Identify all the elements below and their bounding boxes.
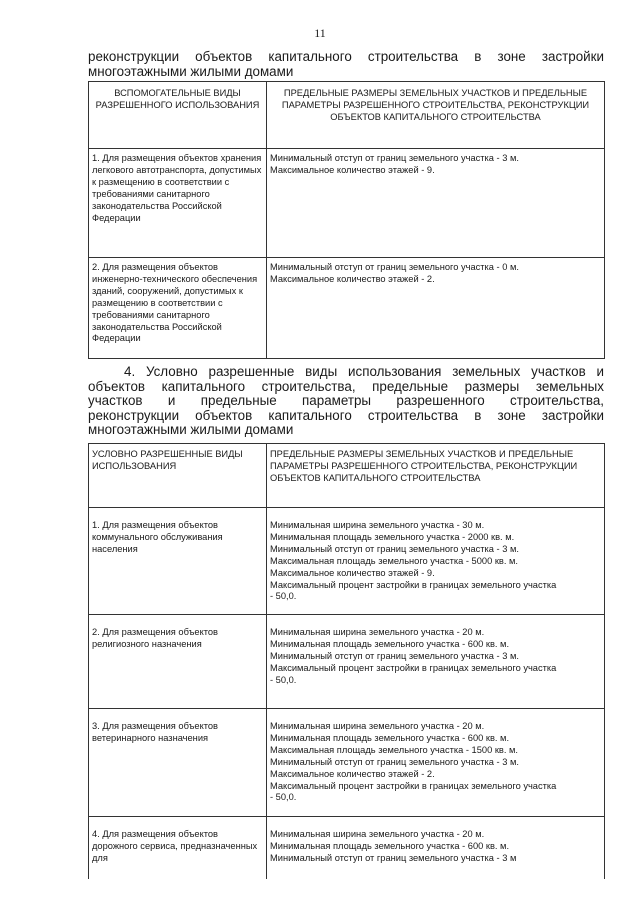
param-line: Минимальная площадь земельного участка - 600 кв. м. (270, 732, 510, 743)
heading-line: 4. Условно разрешенные виды использования земельных участков и (124, 364, 604, 379)
use-text: 1. Для размещения объектов коммунального обслуживания населения (92, 520, 223, 554)
param-line: Минимальная ширина земельного участка - 20 м. (270, 829, 485, 839)
column-header-uses: ВСПОМОГАТЕЛЬНЫЕ ВИДЫ РАЗРЕШЕННОГО ИСПОЛЬЗОВАНИЯ (89, 82, 267, 149)
heading-line: реконструкции объектов капитального строительства в зоне застройки (88, 407, 604, 423)
table-row (89, 817, 605, 880)
use-text: 2. Для размещения объектов религиозного назначения (92, 627, 218, 649)
use-cell (89, 709, 267, 817)
params-cell (267, 508, 605, 615)
column-header-parameters: ПРЕДЕЛЬНЫЕ РАЗМЕРЫ ЗЕМЕЛЬНЫХ УЧАСТКОВ И ПРЕДЕЛЬНЫЕ ПАРАМЕТРЫ РАЗРЕШЕННОГО СТРОИТЕЛЬСТВА, РЕКОНСТРУКЦИИ ОБЪЕКТОВ КАПИТАЛЬНОГО СТРОИТЕЛЬСТВА (267, 82, 605, 149)
param-line: Максимальное количество этажей - 9. (270, 567, 435, 578)
param-line: Минимальный отступ от границ земельного участка - 3 м. (270, 543, 519, 554)
param-line: - 50,0. (270, 674, 297, 685)
section-heading-continued (88, 50, 604, 79)
use-text: 1. Для размещения объектов хранения легкового автотранспорта, допустимых к размещению в соответствии с требованиями санитарного законодательства Российской Федерации (92, 153, 262, 223)
use-text: 2. Для размещения объектов инженерно-технического обеспечения зданий, сооружений, допустимых к размещению в соответствии с требованиями санитарного законодательства Российской Федерации (92, 262, 258, 344)
heading-line: многоэтажными жилыми домами (88, 422, 294, 438)
param-line: - 50,0. (270, 591, 297, 602)
heading-line: участков и предельные параметры разрешенного строительства, (88, 393, 604, 409)
column-header-parameters: ПРЕДЕЛЬНЫЕ РАЗМЕРЫ ЗЕМЕЛЬНЫХ УЧАСТКОВ И ПРЕДЕЛЬНЫЕ ПАРАМЕТРЫ РАЗРЕШЕННОГО СТРОИТЕЛЬСТВА, РЕКОНСТРУКЦИИ ОБЪЕКТОВ КАПИТАЛЬНОГО СТРОИТЕЛЬСТВА (267, 444, 605, 508)
param-line: Минимальный отступ от границ земельного участка - 3 м. (270, 153, 519, 163)
table-row (89, 508, 605, 615)
param-line: Минимальная площадь земельного участка - 600 кв. м. (270, 638, 510, 649)
params-cell (267, 615, 605, 709)
params-cell (267, 258, 605, 359)
param-line: Максимальное количество этажей - 9. (270, 164, 435, 175)
param-line: Максимальное количество этажей - 2. (270, 273, 435, 284)
param-line: Максимальная площадь земельного участка - 1500 кв. м. (270, 744, 518, 755)
table-header-row (89, 82, 605, 149)
param-line: Максимальная площадь земельного участка - 5000 кв. м. (270, 555, 518, 566)
param-line: Минимальный отступ от границ земельного участка - 3 м. (270, 650, 519, 661)
param-line: Максимальный процент застройки в границах земельного участка (270, 662, 557, 673)
use-text: 4. Для размещения объектов дорожного сервиса, предназначенных для (92, 829, 258, 863)
use-cell (89, 508, 267, 615)
use-cell (89, 258, 267, 359)
param-line: Максимальный процент застройки в границах земельного участка (270, 780, 557, 791)
params-cell (267, 817, 605, 880)
use-cell (89, 817, 267, 880)
table-row (89, 258, 605, 359)
table-header-row (89, 444, 605, 508)
section-heading (88, 365, 604, 438)
param-line: Минимальная ширина земельного участка - 30 м. (270, 520, 485, 530)
use-text: 3. Для размещения объектов ветеринарного назначения (92, 721, 218, 743)
column-header-uses: УСЛОВНО РАЗРЕШЕННЫЕ ВИДЫ ИСПОЛЬЗОВАНИЯ (89, 444, 267, 508)
params-cell (267, 709, 605, 817)
page-number: 11 (314, 26, 326, 40)
table-row (89, 709, 605, 817)
param-line: - 50,0. (270, 792, 297, 803)
heading-line: многоэтажными жилыми домами (88, 63, 294, 79)
use-cell (89, 149, 267, 258)
heading-line: объектов капитального строительства, предельные размеры земельных (88, 378, 604, 394)
heading-line: реконструкции объектов капитального строительства в зоне застройки (88, 49, 604, 64)
param-line: Минимальный отступ от границ земельного участка - 3 м. (270, 756, 519, 767)
auxiliary-uses-table (88, 81, 605, 359)
param-line: Минимальная ширина земельного участка - 20 м. (270, 721, 485, 731)
param-line: Минимальная площадь земельного участка - 600 кв. м. (270, 840, 510, 851)
param-line: Максимальное количество этажей - 2. (270, 768, 435, 779)
use-cell (89, 615, 267, 709)
params-cell (267, 149, 605, 258)
param-line: Минимальный отступ от границ земельного участка - 3 м (270, 852, 517, 863)
conditional-uses-table (88, 443, 605, 879)
table-row (89, 149, 605, 258)
param-line: Максимальный процент застройки в границах земельного участка (270, 579, 557, 590)
param-line: Минимальный отступ от границ земельного участка - 0 м. (270, 262, 519, 272)
table-row (89, 615, 605, 709)
param-line: Минимальная ширина земельного участка - 20 м. (270, 627, 485, 637)
param-line: Минимальная площадь земельного участка - 2000 кв. м. (270, 531, 515, 542)
